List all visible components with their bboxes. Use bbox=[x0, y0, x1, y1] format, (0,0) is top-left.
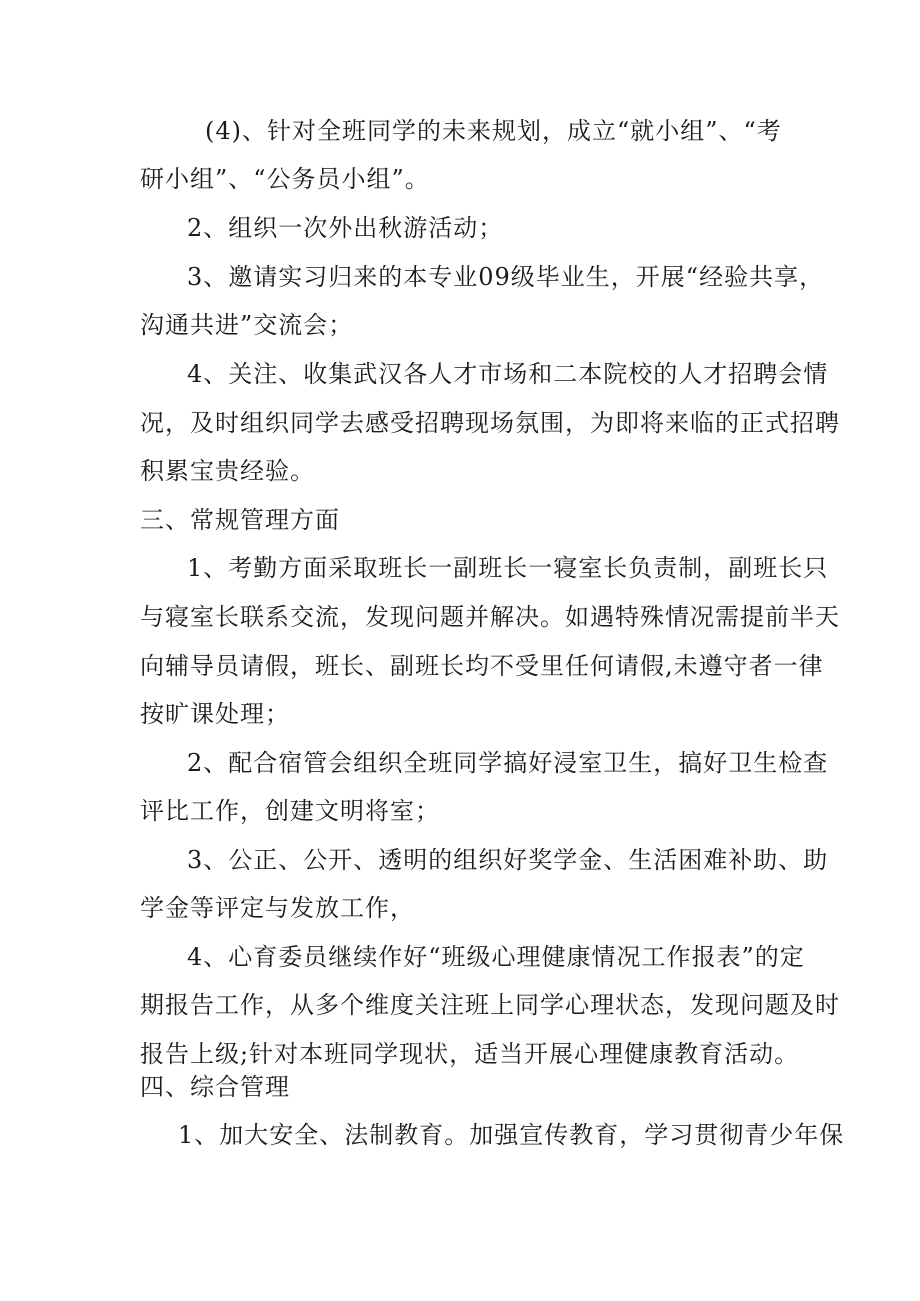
text-line: 3、邀请实习归来的本专业09级毕业生，开展“经验共享， bbox=[187, 263, 825, 291]
text-line: 期报告工作，从多个维度关注班上同学心理状态，发现问题及时 bbox=[140, 991, 840, 1019]
text-line: 与寝室长联系交流，发现问题并解决。如遇特殊情况需提前半天 bbox=[140, 603, 840, 631]
text-line: 研小组”、“公务员小组”。 bbox=[140, 165, 430, 193]
text-line: 报告上级;针对本班同学现状，适当开展心理健康教育活动。 bbox=[140, 1040, 800, 1068]
text-line: 1、加大安全、法制教育。加强宣传教育，学习贯彻青少年保 bbox=[178, 1121, 845, 1149]
text-line: 2、配合宿管会组织全班同学搞好浸室卫生，搞好卫生检查 bbox=[187, 749, 829, 777]
text-line: 学金等评定与发放工作， bbox=[140, 894, 415, 922]
text-line: 评比工作，创建文明将室； bbox=[140, 797, 440, 825]
text-line: 沟通共进”交流会； bbox=[140, 311, 354, 339]
text-line: 按旷课处理； bbox=[140, 700, 290, 728]
section-heading: 四、综合管理 bbox=[140, 1073, 290, 1101]
text-line: 3、公正、公开、透明的组织好奖学金、生活困难补助、助 bbox=[187, 846, 829, 874]
text-line: 况，及时组织同学去感受招聘现场氛围，为即将来临的正式招聘 bbox=[140, 409, 840, 437]
text-line: 积累宝贵经验。 bbox=[140, 457, 315, 485]
text-line: 4、心育委员继续作好“班级心理健康情况工作报表”的定 bbox=[187, 943, 805, 971]
text-line: 向辅导员请假，班长、副班长均不受里任何请假,未遵守者一律 bbox=[140, 652, 824, 680]
text-line: 2、组织一次外出秋游活动； bbox=[187, 214, 504, 242]
text-line: 1、考勤方面采取班长一副班长一寝室长负责制，副班长只 bbox=[187, 554, 829, 582]
section-heading: 三、常规管理方面 bbox=[140, 506, 340, 534]
text-line: (4)、针对全班同学的未来规划，成立“就小组”、“考 bbox=[205, 117, 782, 145]
text-line: 4、关注、收集武汉各人才市场和二本院校的人才招聘会情 bbox=[187, 360, 829, 388]
